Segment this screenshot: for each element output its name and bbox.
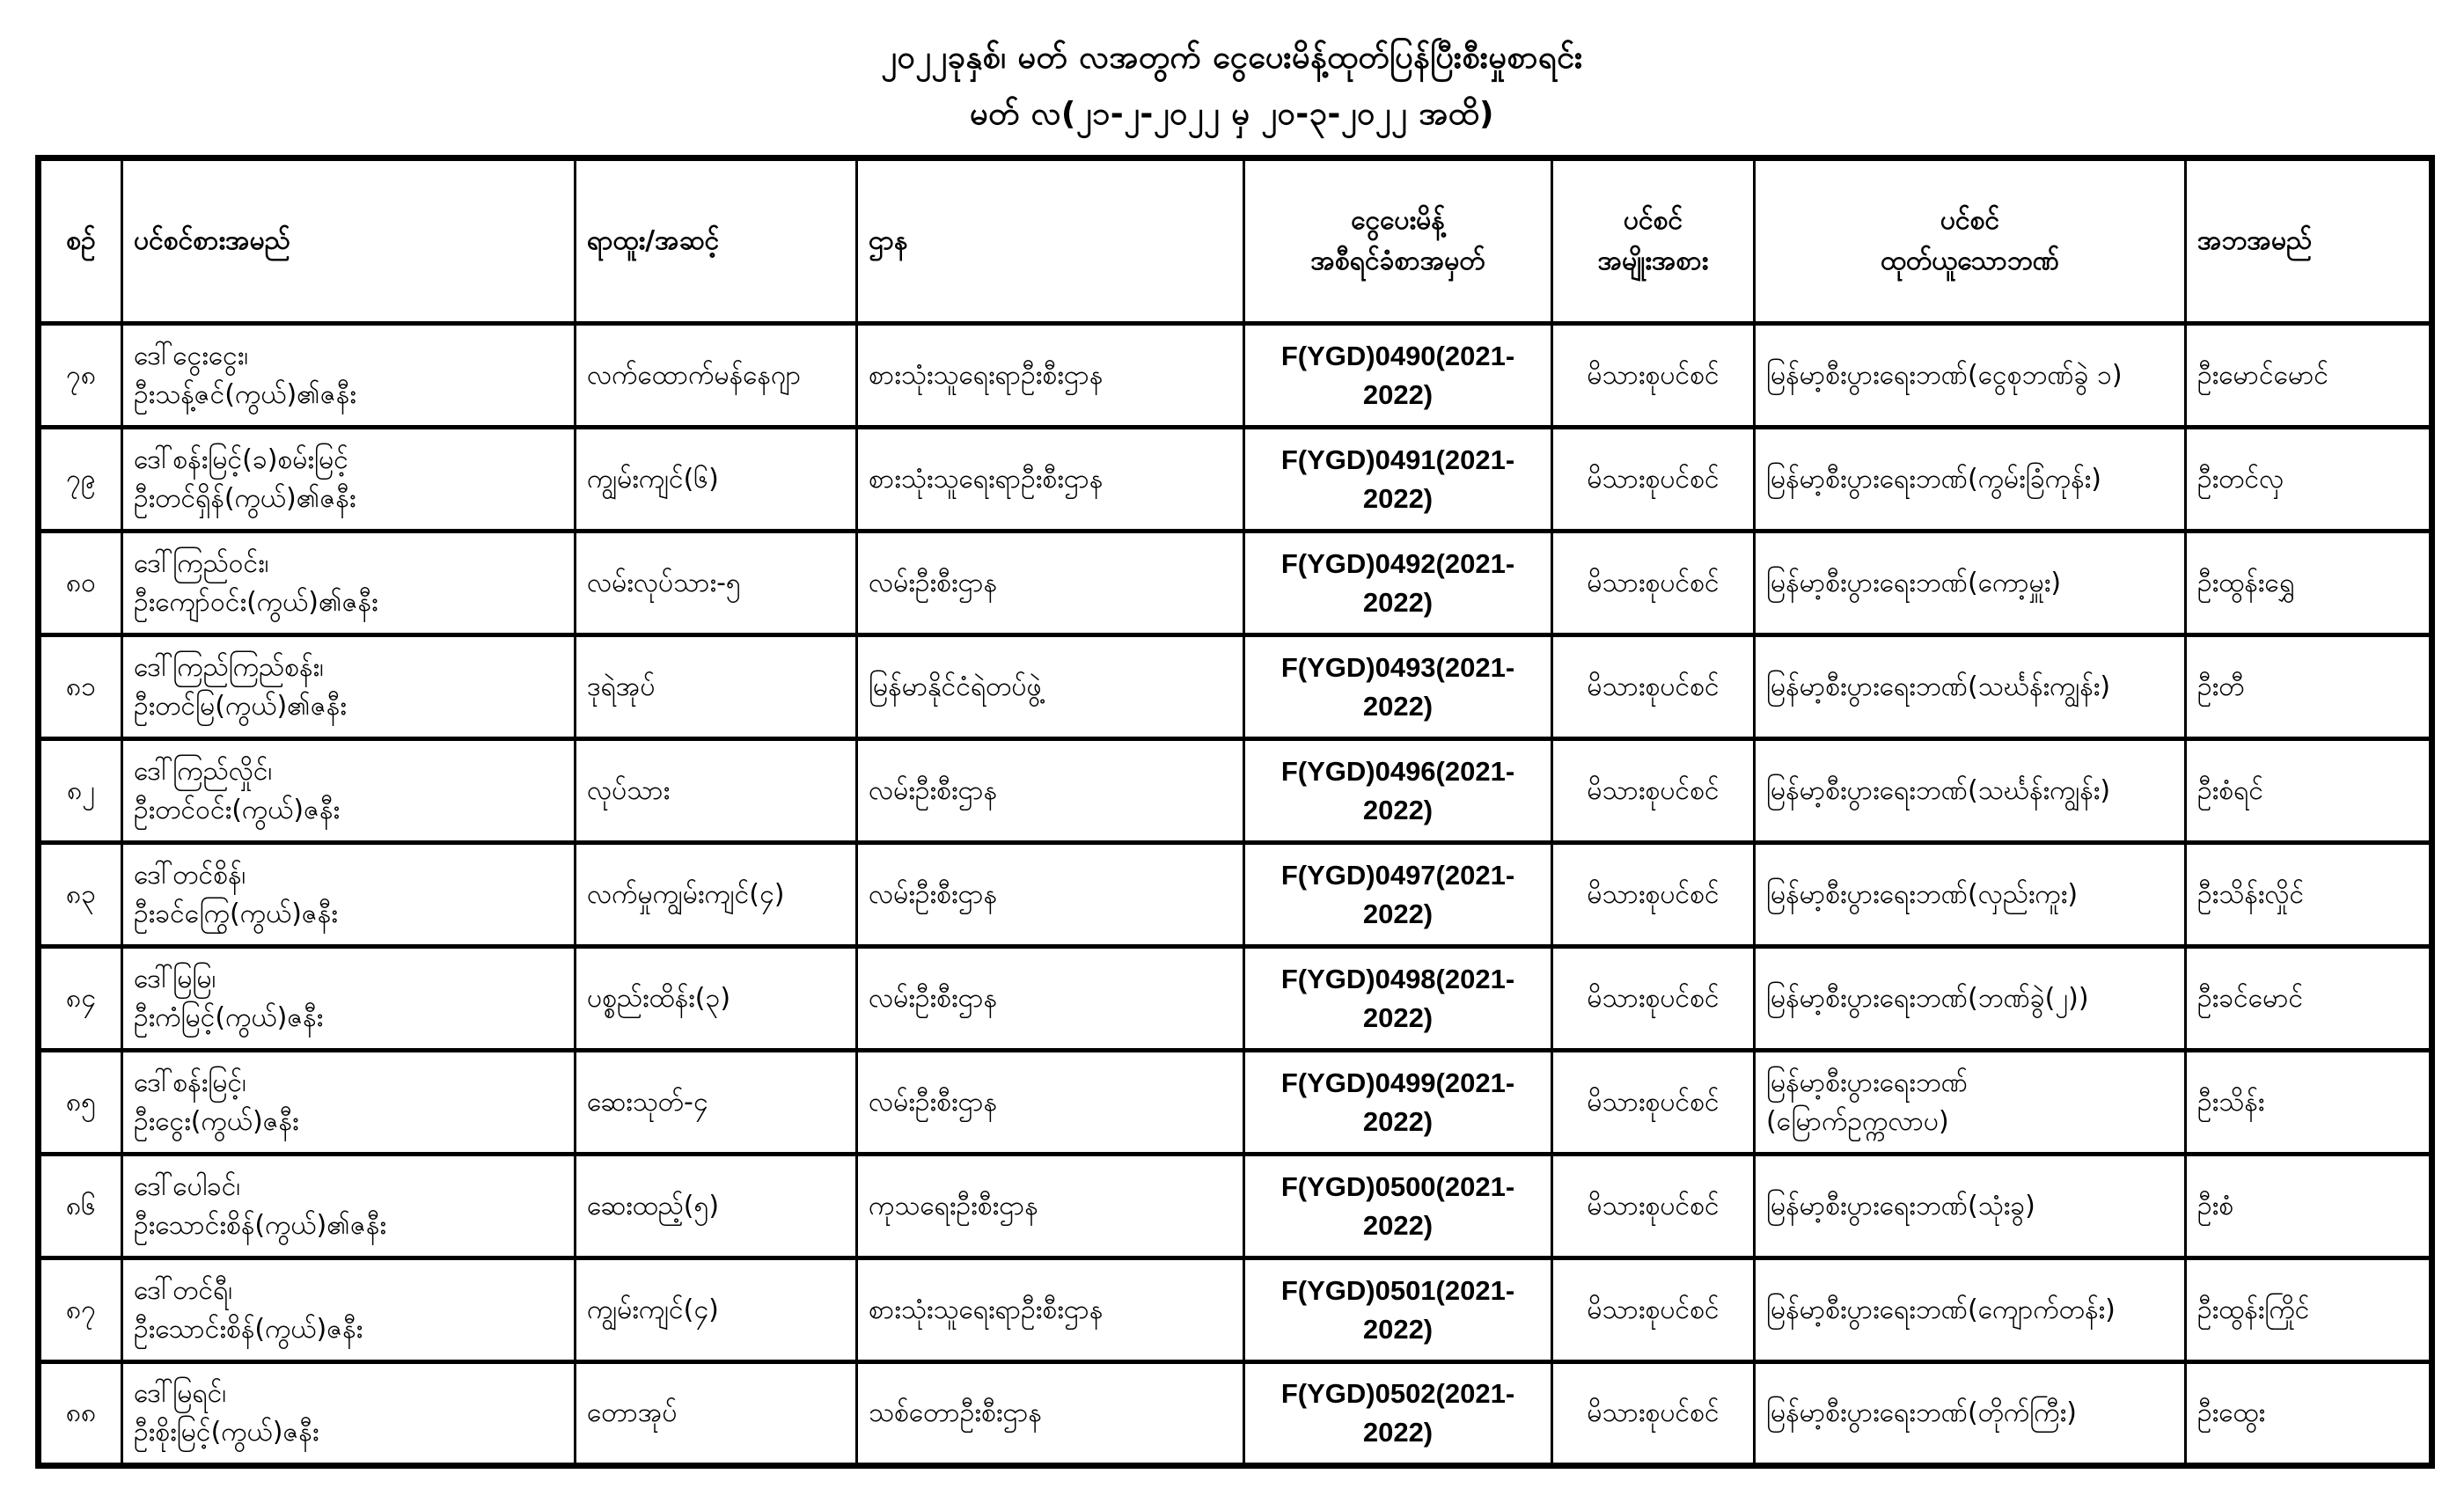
bank-line1: မြန်မာ့စီးပွားရေးဘဏ်(ဘဏ်ခွဲ(၂)) [1766, 982, 2089, 1014]
pensioner-name-line2: ဦးကျော်ဝင်း(ကွယ်)၏ဇနီး [134, 586, 378, 618]
father-name-cell: ဦးခင်မောင် [2186, 947, 2432, 1051]
father-name-cell: ဦးသိန်းလှိုင် [2186, 843, 2432, 947]
pensioner-name-cell [122, 1362, 576, 1466]
bank-cell [1755, 324, 2186, 428]
header-pension-type [1552, 158, 1755, 324]
pension-type-cell: မိသားစုပင်စင် [1552, 532, 1755, 635]
position-cell: ဆေးထည့်(၅) [576, 1155, 857, 1258]
header-pension-type-line2: အမျိုးအစား [1597, 246, 1709, 276]
pensioner-name-line1: ဒေါ်တင်ရီ၊ [134, 1274, 233, 1306]
table-row [39, 1051, 2432, 1155]
father-name-cell: ဦးထွေး [2186, 1362, 2432, 1466]
table-row [39, 947, 2432, 1051]
pensioner-name-line2: ဦးကံမြင့်(ကွယ်)ဇနီး [134, 1001, 324, 1033]
pension-type-cell: မိသားစုပင်စင် [1552, 739, 1755, 843]
father-name-cell: ဦးတင်လှ [2186, 428, 2432, 532]
pensioner-name-cell [122, 324, 576, 428]
father-name-cell: ဦးထွန်းကြိုင် [2186, 1258, 2432, 1362]
department-cell: ကုသရေးဦးစီးဌာန [857, 1155, 1244, 1258]
bank-line1: မြန်မာ့စီးပွားရေးဘဏ်(ငွေစုဘဏ်ခွဲ ၁) [1766, 359, 2123, 391]
father-name-cell: ဦးထွန်းရွှေ [2186, 532, 2432, 635]
bank-line1: မြန်မာ့စီးပွားရေးဘဏ်(ကော့မှူး) [1766, 567, 2062, 598]
department-cell: သစ်တောဦးစီးဌာန [857, 1362, 1244, 1466]
table-row [39, 428, 2432, 532]
pension-type-cell: မိသားစုပင်စင် [1552, 1155, 1755, 1258]
table-row [39, 739, 2432, 843]
header-payment-order-line2: အစီရင်ခံစာအမှတ် [1310, 246, 1485, 276]
department-cell: မြန်မာနိုင်ငံရဲတပ်ဖွဲ့ [857, 635, 1244, 739]
table-header [39, 158, 2432, 324]
department-cell: စားသုံးသူရေးရာဦးစီးဌာန [857, 428, 1244, 532]
father-name-cell: ဦးစံ [2186, 1155, 2432, 1258]
bank-line1: မြန်မာ့စီးပွားရေးဘဏ်(တိုက်ကြီး) [1766, 1397, 2077, 1428]
bank-cell [1755, 1051, 2186, 1155]
pensioner-name-line2: ဦးသောင်းစိန်(ကွယ်)ဇနီး [134, 1313, 363, 1345]
table-row [39, 324, 2432, 428]
bank-cell [1755, 1362, 2186, 1466]
pension-type-cell: မိသားစုပင်စင် [1552, 947, 1755, 1051]
payment-order-cell: F(YGD)0501(2021-2022) [1244, 1258, 1552, 1362]
position-cell: လက်မှုကျွမ်းကျင်(၄) [576, 843, 857, 947]
page-title: ၂၀၂၂ခုနှစ်၊ မတ် လအတွက် ငွေပေးမိန့်ထုတ်ပြန်ပြီးစီးမှုစာရင်း [881, 40, 1583, 76]
pensioner-name-cell [122, 532, 576, 635]
bank-cell [1755, 428, 2186, 532]
pension-type-cell: မိသားစုပင်စင် [1552, 635, 1755, 739]
table-row [39, 1155, 2432, 1258]
header-bank-line2: ထုတ်ယူသောဘဏ် [1881, 246, 2059, 276]
pension-type-cell: မိသားစုပင်စင် [1552, 324, 1755, 428]
position-cell: ဒုရဲအုပ် [576, 635, 857, 739]
bank-cell [1755, 1258, 2186, 1362]
department-cell: စားသုံးသူရေးရာဦးစီးဌာန [857, 324, 1244, 428]
header-row [39, 158, 2432, 324]
pensioner-name-line2: ဦးငွေး(ကွယ်)ဇနီး [134, 1105, 299, 1137]
serial-cell: ၈၃ [39, 843, 122, 947]
pension-payment-table [35, 155, 2435, 1469]
payment-order-cell: F(YGD)0498(2021-2022) [1244, 947, 1552, 1051]
table-row [39, 635, 2432, 739]
pensioner-name-line1: ဒေါ်ကြည်ကြည်စန်း၊ [134, 651, 324, 683]
father-name-cell: ဦးစံရင် [2186, 739, 2432, 843]
pensioner-name-cell [122, 947, 576, 1051]
department-cell: စားသုံးသူရေးရာဦးစီးဌာန [857, 1258, 1244, 1362]
payment-order-cell: F(YGD)0490(2021-2022) [1244, 324, 1552, 428]
bank-cell [1755, 947, 2186, 1051]
serial-cell: ၈၇ [39, 1258, 122, 1362]
bank-line1: မြန်မာ့စီးပွားရေးဘဏ်(ကျောက်တန်း) [1766, 1294, 2116, 1325]
father-name-cell: ဦးမောင်မောင် [2186, 324, 2432, 428]
bank-cell [1755, 635, 2186, 739]
bank-cell [1755, 843, 2186, 947]
position-cell: ကျွမ်းကျင်(၄) [576, 1258, 857, 1362]
pensioner-name-cell [122, 635, 576, 739]
bank-line1: မြန်မာ့စီးပွားရေးဘဏ်(သင်္ဃန်းကျွန်း) [1766, 671, 2111, 702]
bank-line1: မြန်မာ့စီးပွားရေးဘဏ်(ကွမ်းခြံကုန်း) [1766, 463, 2101, 495]
pensioner-name-line2: ဦးတင်ရှိန်(ကွယ်)၏ဇနီး [134, 482, 356, 514]
department-cell: လမ်းဦးစီးဌာန [857, 947, 1244, 1051]
header-bank-line1: ပင်စင် [1940, 205, 2000, 236]
position-cell: ကျွမ်းကျင်(၆) [576, 428, 857, 532]
pensioner-name-line2: ဦးတင်မြ(ကွယ်)၏ဇနီး [134, 690, 347, 722]
position-cell: လုပ်သား [576, 739, 857, 843]
header-father-name: အဘအမည် [2186, 158, 2432, 324]
pensioner-name-cell [122, 428, 576, 532]
pensioner-name-line1: ဒေါ်ပေါခင်၊ [134, 1170, 241, 1202]
page-subtitle: မတ် လ(၂၁-၂-၂၀၂၂ မှ ၂၀-၃-၂၀၂၂ အထိ) [970, 96, 1494, 132]
bank-line2: (မြောက်ဥက္ကလာပ) [1766, 1105, 1949, 1137]
payment-order-cell: F(YGD)0496(2021-2022) [1244, 739, 1552, 843]
pension-type-cell: မိသားစုပင်စင် [1552, 1362, 1755, 1466]
header-payment-order-line1: ငွေပေးမိန့် [1351, 205, 1445, 236]
bank-cell [1755, 532, 2186, 635]
serial-cell: ၈၅ [39, 1051, 122, 1155]
header-bank [1755, 158, 2186, 324]
payment-order-cell: F(YGD)0491(2021-2022) [1244, 428, 1552, 532]
payment-order-cell: F(YGD)0502(2021-2022) [1244, 1362, 1552, 1466]
pensioner-name-line1: ဒေါ်ကြည်လှိုင်၊ [134, 755, 273, 787]
header-payment-order [1244, 158, 1552, 324]
header-serial: စဉ် [39, 158, 122, 324]
pension-type-cell: မိသားစုပင်စင် [1552, 1051, 1755, 1155]
table-row [39, 1258, 2432, 1362]
serial-cell: ၇၈ [39, 324, 122, 428]
pensioner-name-line2: ဦးသောင်းစိန်(ကွယ်)၏ဇနီး [134, 1209, 386, 1241]
pensioner-name-line2: ဦးသန့်ဇင်(ကွယ်)၏ဇနီး [134, 378, 356, 410]
serial-cell: ၈၄ [39, 947, 122, 1051]
header-department: ဌာန [857, 158, 1244, 324]
payment-order-cell: F(YGD)0492(2021-2022) [1244, 532, 1552, 635]
position-cell: ဆေးသုတ်-၄ [576, 1051, 857, 1155]
bank-line1: မြန်မာ့စီးပွားရေးဘဏ်(သုံးခွ) [1766, 1190, 2035, 1221]
pensioner-name-cell [122, 843, 576, 947]
header-pensioner-name: ပင်စင်စားအမည် [122, 158, 576, 324]
department-cell: လမ်းဦးစီးဌာန [857, 1051, 1244, 1155]
pensioner-name-line1: ဒေါ်စန်းမြင့်(ခ)စမ်းမြင့် [134, 444, 348, 475]
serial-cell: ၈၈ [39, 1362, 122, 1466]
father-name-cell: ဦးသိန်း [2186, 1051, 2432, 1155]
table-body [39, 324, 2432, 1466]
position-cell: လမ်းလုပ်သား-၅ [576, 532, 857, 635]
bank-cell [1755, 1155, 2186, 1258]
bank-cell [1755, 739, 2186, 843]
father-name-cell: ဦးတီ [2186, 635, 2432, 739]
position-cell: တောအုပ် [576, 1362, 857, 1466]
pensioner-name-line2: ဦးစိုးမြင့်(ကွယ်)ဇနီး [134, 1417, 319, 1448]
pensioner-name-cell [122, 1258, 576, 1362]
serial-cell: ၈၆ [39, 1155, 122, 1258]
header-pension-type-line1: ပင်စင် [1623, 205, 1683, 236]
payment-order-cell: F(YGD)0500(2021-2022) [1244, 1155, 1552, 1258]
pensioner-name-cell [122, 739, 576, 843]
table-row [39, 532, 2432, 635]
pension-type-cell: မိသားစုပင်စင် [1552, 428, 1755, 532]
table-row [39, 1362, 2432, 1466]
payment-order-cell: F(YGD)0497(2021-2022) [1244, 843, 1552, 947]
pensioner-name-line1: ဒေါ်စန်းမြင့်၊ [134, 1067, 246, 1098]
position-cell: ပစ္စည်းထိန်း(၃) [576, 947, 857, 1051]
pensioner-name-line2: ဦးတင်ဝင်း(ကွယ်)ဇနီး [134, 794, 341, 825]
department-cell: လမ်းဦးစီးဌာန [857, 739, 1244, 843]
serial-cell: ၇၉ [39, 428, 122, 532]
pensioner-name-line2: ဦးခင်ကြွေ(ကွယ်)ဇနီး [134, 898, 338, 929]
department-cell: လမ်းဦးစီးဌာန [857, 843, 1244, 947]
pensioner-name-cell [122, 1155, 576, 1258]
bank-line1: မြန်မာ့စီးပွားရေးဘဏ်(လှည်းကူး) [1766, 878, 2079, 910]
bank-line1: မြန်မာ့စီးပွားရေးဘဏ်(သင်္ဃန်းကျွန်း) [1766, 774, 2111, 806]
serial-cell: ၈၂ [39, 739, 122, 843]
pension-type-cell: မိသားစုပင်စင် [1552, 1258, 1755, 1362]
pensioner-name-line1: ဒေါ်တင်စိန်၊ [134, 859, 246, 891]
serial-cell: ၈၀ [39, 532, 122, 635]
pensioner-name-cell [122, 1051, 576, 1155]
position-cell: လက်ထောက်မန်နေဂျာ [576, 324, 857, 428]
pensioner-name-line1: ဒေါ်မြရင်၊ [134, 1378, 227, 1409]
bank-line1: မြန်မာ့စီးပွားရေးဘဏ် [1766, 1067, 1968, 1098]
pensioner-name-line1: ဒေါ်ကြည်ဝင်း၊ [134, 547, 269, 579]
payment-order-cell: F(YGD)0499(2021-2022) [1244, 1051, 1552, 1155]
table-row [39, 843, 2432, 947]
serial-cell: ၈၁ [39, 635, 122, 739]
pensioner-name-line1: ဒေါ်ငွေးငွေး၊ [134, 340, 249, 371]
payment-order-cell: F(YGD)0493(2021-2022) [1244, 635, 1552, 739]
pensioner-name-line1: ဒေါ်မြမြ၊ [134, 963, 216, 994]
header-position: ရာထူး/အဆင့် [576, 158, 857, 324]
department-cell: လမ်းဦးစီးဌာန [857, 532, 1244, 635]
pension-type-cell: မိသားစုပင်စင် [1552, 843, 1755, 947]
